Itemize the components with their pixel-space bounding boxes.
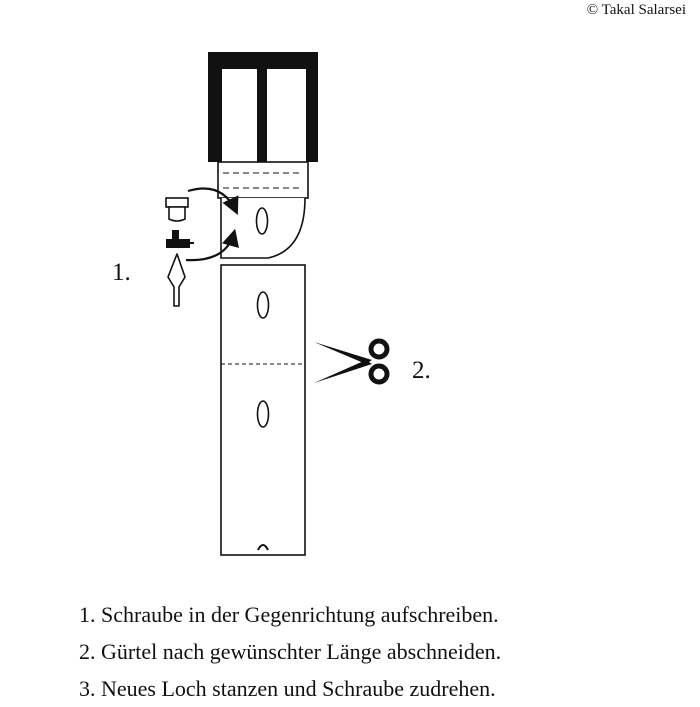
scissors-icon	[314, 341, 387, 383]
belt-hole	[257, 208, 268, 234]
instruction-item: 2. Gürtel nach gewünschter Länge abschneiden.	[79, 639, 502, 664]
step-2-label: 2.	[412, 357, 431, 384]
instruction-item: 3. Neues Loch stanzen und Schraube zudrehen.	[79, 676, 496, 701]
belt-strap	[221, 265, 305, 555]
screwdriver-icon	[168, 254, 185, 306]
belt-keeper	[218, 162, 308, 198]
instruction-item: 1. Schraube in der Gegenrichtung aufschreiben.	[79, 602, 499, 627]
step-1-label: 1.	[112, 259, 131, 286]
buckle-icon	[208, 52, 318, 162]
instructions-list	[79, 596, 501, 707]
screw-post-icon	[166, 230, 194, 248]
copyright-text: © Takal Salarsei	[586, 2, 686, 18]
screw-cap-icon	[166, 198, 188, 221]
belt-hole	[258, 401, 269, 427]
belt-hole	[258, 292, 269, 318]
